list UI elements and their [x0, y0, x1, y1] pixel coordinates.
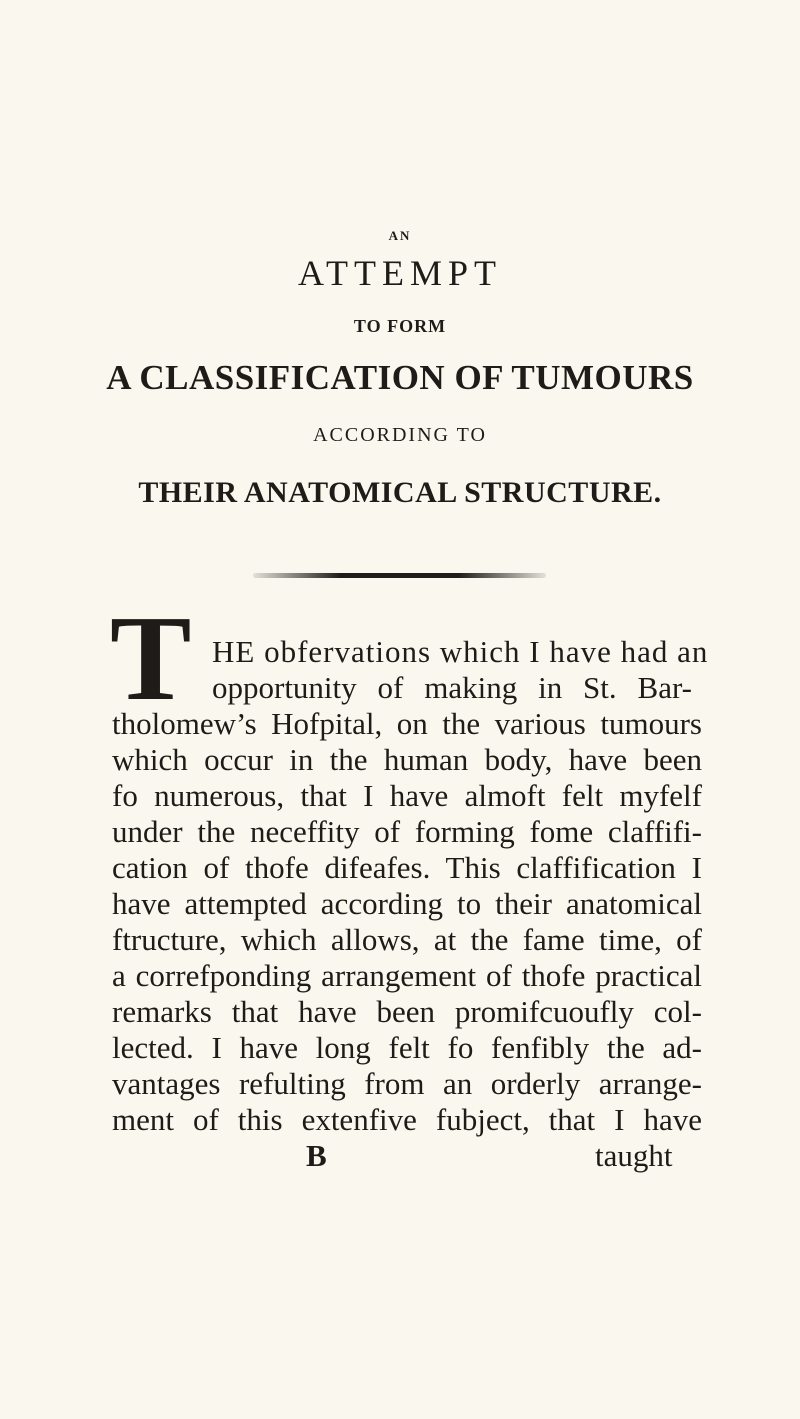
- body-line-14: ment of this extenfive fubject, that I have: [112, 1102, 702, 1137]
- catchword: taught: [595, 1138, 673, 1173]
- body-line-11: remarks that have been promifcuoufly col-: [112, 994, 702, 1029]
- body-line-2: opportunity of making in St. Bar-: [212, 670, 692, 705]
- body-line-8: have attempted according to their anatomical: [112, 886, 702, 921]
- body-line-10: a correfponding arrangement of thofe practical: [112, 958, 702, 993]
- drop-cap: T: [110, 591, 192, 726]
- body-line-6: under the neceffity of forming fome claffifi-: [112, 814, 702, 849]
- title-to-form: TO FORM: [353, 316, 447, 336]
- title-anatomical-structure: THEIR ANATOMICAL STRUCTURE.: [138, 476, 662, 509]
- body-line-3: tholomew’s Hofpital, on the various tumours: [112, 706, 702, 741]
- body-line-9: ftructure, which allows, at the fame time, of: [112, 922, 702, 957]
- body-line-1: HE obfervations which I have had an: [212, 634, 709, 669]
- title-an: AN: [388, 228, 412, 243]
- title-attempt: ATTEMPT: [298, 253, 502, 293]
- ornamental-rule: [253, 573, 546, 578]
- signature-mark: B: [306, 1138, 327, 1173]
- body-line-4: which occur in the human body, have been: [112, 742, 702, 777]
- body-line-7: cation of thofe difeafes. This claffification I: [112, 850, 702, 885]
- title-classification: A CLASSIFICATION OF TUMOURS: [106, 358, 694, 397]
- body-line-12: lected. I have long felt fo fenfibly the ad-: [112, 1030, 702, 1065]
- body-line-13: vantages refulting from an orderly arrange-: [112, 1066, 702, 1101]
- body-line-5: fo numerous, that I have almoft felt myfelf: [112, 778, 702, 813]
- title-according-to: ACCORDING TO: [313, 424, 487, 446]
